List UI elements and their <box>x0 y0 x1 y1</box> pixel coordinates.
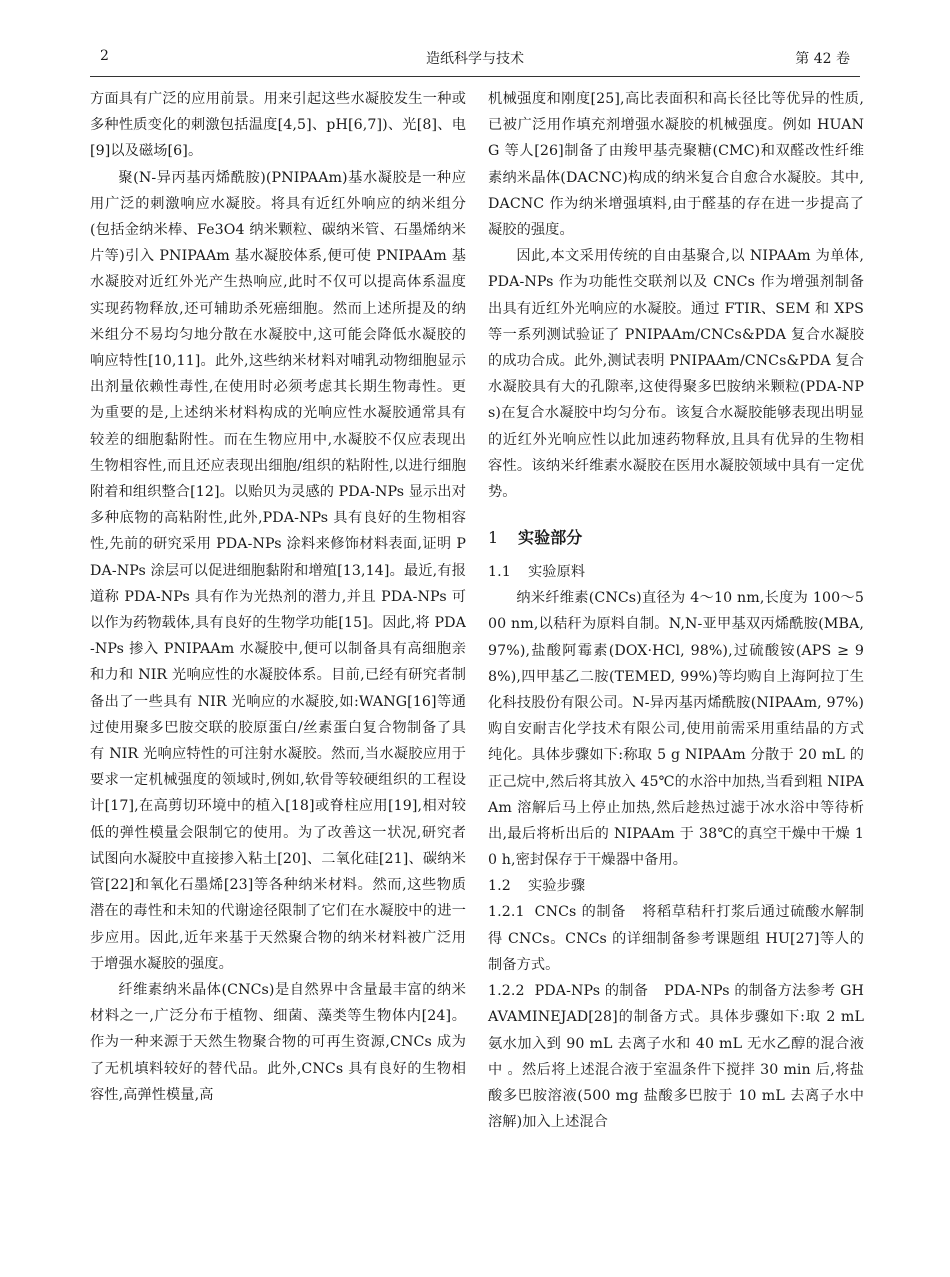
right-column <box>488 86 864 1135</box>
section-heading <box>488 525 864 551</box>
subsubsection-paragraph <box>488 978 864 1135</box>
paragraph: 纤维素纳米晶体(CNCs)是自然界中含量最丰富的纳米材料之一,广泛分布于植物、细菌、藻类等生物体内[24]。作为一种来源于天然生物聚合物的可再生资源,CNCs 成为了无机填料较好的替代品。此外,CNCs 具有良好的生物相容性,高弹性模量,高 <box>90 981 466 1103</box>
subsubsection-text: PDA-NPs 的制备方法参考 GHAVAMINEJAD[28]的制备方式。具体步骤如下:取 2 mL 氨水加入到 90 mL 去离子水和 40 mL 无水乙醇的混合液中 。然后将上述混合液于室温条件下搅拌 30 min 后,将盐酸多巴胺溶液(500 mg 盐酸多巴胺于 10 mL 去离子水中溶解)加入上述混合 <box>488 983 864 1131</box>
subsection-title: 实验原料 <box>528 564 586 581</box>
running-header <box>90 48 860 72</box>
paragraph: 纳米纤维素(CNCs)直径为 4～10 nm,长度为 100～500 nm,以秸秆为原料自制。N,N-亚甲基双丙烯酰胺(MBA, 97%),盐酸阿霉素(DOX·HCl, 98%),过硫酸铵(APS ≥ 98%),四甲基乙二胺(TEMED, 99%)等均购自上海阿拉丁生化科技股份有限公司。N-异丙基丙烯酰胺(NIPAAm, 97%)购自安耐吉化学技术有限公司,使用前需采用重结晶的方式纯化。具体步骤如下:称取 5 g NIPAAm 分散于 20 mL 的正己烷中,然后将其放入 45℃的水浴中加热,当看到粗 NIPAAm 溶解后马上停止加热,然后趁热过滤于冰水浴中等待析出,最后将析出后的 NIPAAm 于 38℃的真空干燥中干燥 10 h,密封保存于干燥器中备用。 <box>488 590 864 869</box>
section-number: 1 <box>488 528 499 548</box>
left-column <box>90 86 466 1108</box>
subsection-heading <box>488 559 864 585</box>
journal-title: 造纸科学与技术 <box>426 51 524 67</box>
subsection-number: 1.1 <box>488 564 511 581</box>
subsubsection-number: 1.2.2 <box>488 983 525 1000</box>
page-number: 2 <box>100 48 109 64</box>
subsection-title: 实验步骤 <box>528 878 586 895</box>
subsection-heading <box>488 873 864 899</box>
header-rule <box>90 76 860 77</box>
subsubsection-number: 1.2.1 <box>488 904 525 921</box>
paragraph: 机械强度和刚度[25],高比表面积和高长径比等优异的性质,已被广泛用作填充剂增强水凝胶的机械强度。例如 HUANG 等人[26]制备了由羧甲基壳聚糖(CMC)和双醛改性纤维素纳米晶体(DACNC)构成的纳米复合自愈合水凝胶。其中,DACNC 作为纳米增强填料,由于醛基的存在进一步提高了凝胶的强度。 <box>488 91 864 239</box>
subsection-number: 1.2 <box>488 878 511 895</box>
subsubsection-title: CNCs 的制备 <box>534 904 627 921</box>
volume-label: 第 42 卷 <box>795 51 850 67</box>
subsubsection-text: 将稻草秸秆打浆后通过硫酸水解制得 CNCs。CNCs 的详细制备参考课题组 HU[27]等人的制备方式。 <box>488 904 864 973</box>
paragraph: 聚(N-异丙基丙烯酰胺)(PNIPAAm)基水凝胶是一种应用广泛的刺激响应水凝胶。将具有近红外响应的纳米组分(包括金纳米棒、Fe3O4 纳米颗粒、碳纳米管、石墨烯纳米片等)引入 PNIPAAm 基水凝胶体系,便可使 PNIPAAm 基水凝胶对近红外光产生热响应,此时不仅可以提高体系温度实现药物释放,还可辅助杀死癌细胞。然而上述所提及的纳米组分不易均匀地分散在水凝胶中,这可能会降低水凝胶的响应特性[10,11]。此外,这些纳米材料对哺乳动物细胞显示出剂量依赖性毒性,在使用时必须考虑其长期生物毒性。更为重要的是,上述纳米材料构成的光响应性水凝胶通常具有较差的细胞黏附性。而在生物应用中,水凝胶不仅应表现出生物相容性,而且还应表现出细胞/组织的粘附性,以进行细胞附着和组织整合[12]。以贻贝为灵感的 PDA-NPs 显示出对多种底物的高粘附性,此外,PDA-NPs 具有良好的生物相容性,先前的研究采用 PDA-NPs 涂料来修饰材料表面,证明 PDA-NPs 涂层可以促进细胞黏附和增殖[13,14]。最近,有报道称 PDA-NPs 具有作为光热剂的潜力,并且 PDA-NPs 可以作为药物载体,具有良好的生物学功能[15]。因此,将 PDA-NPs 掺入 PNIPAAm 水凝胶中,便可以制备具有高细胞亲和力和 NIR 光响应性的水凝胶体系。目前,已经有研究者制备出了一些具有 NIR 光响应的水凝胶,如:WANG[16]等通过使用聚多巴胺交联的胶原蛋白/丝素蛋白复合物制备了具有 NIR 光响应特性的可注射水凝胶。然而,当水凝胶应用于要求一定机械强度的领域时,例如,软骨等较硬组织的工程设计[17],在高剪切环境中的植入[18]或脊柱应用[19],相对较低的弹性模量会限制它的使用。为了改善这一状况,研究者试图向水凝胶中直接掺入粘土[20]、二氧化硅[21]、碳纳米管[22]和氧化石墨烯[23]等各种纳米材料。然而,这些物质潜在的毒性和未知的代谢途径限制了它们在水凝胶中的进一步应用。因此,近年来基于天然聚合物的纳米材料被广泛用于增强水凝胶的强度。 <box>90 169 466 972</box>
paragraph: 方面具有广泛的应用前景。用来引起这些水凝胶发生一种或多种性质变化的刺激包括温度[4,5]、pH[6,7])、光[8]、电[9]以及磁场[6]。 <box>90 91 466 160</box>
subsubsection-paragraph <box>488 899 864 978</box>
section-title: 实验部分 <box>518 528 583 548</box>
subsubsection-title: PDA-NPs 的制备 <box>534 983 649 1000</box>
paragraph: 因此,本文采用传统的自由基聚合,以 NIPAAm 为单体,PDA-NPs 作为功能性交联剂以及 CNCs 作为增强剂制备出具有近红外光响应的水凝胶。通过 FTIR、SEM 和 XPS 等一系列测试验证了 PNIPAAm/CNCs&PDA 复合水凝胶的成功合成。此外,测试表明 PNIPAAm/CNCs&PDA 复合水凝胶具有大的孔隙率,这使得聚多巴胺纳米颗粒(PDA-NPs)在复合水凝胶中均匀分布。该复合水凝胶能够表现出明显的近红外光响应性以此加速药物释放,且具有优异的生物相容性。该纳米纤维素水凝胶在医用水凝胶领域中具有一定优势。 <box>488 248 864 501</box>
